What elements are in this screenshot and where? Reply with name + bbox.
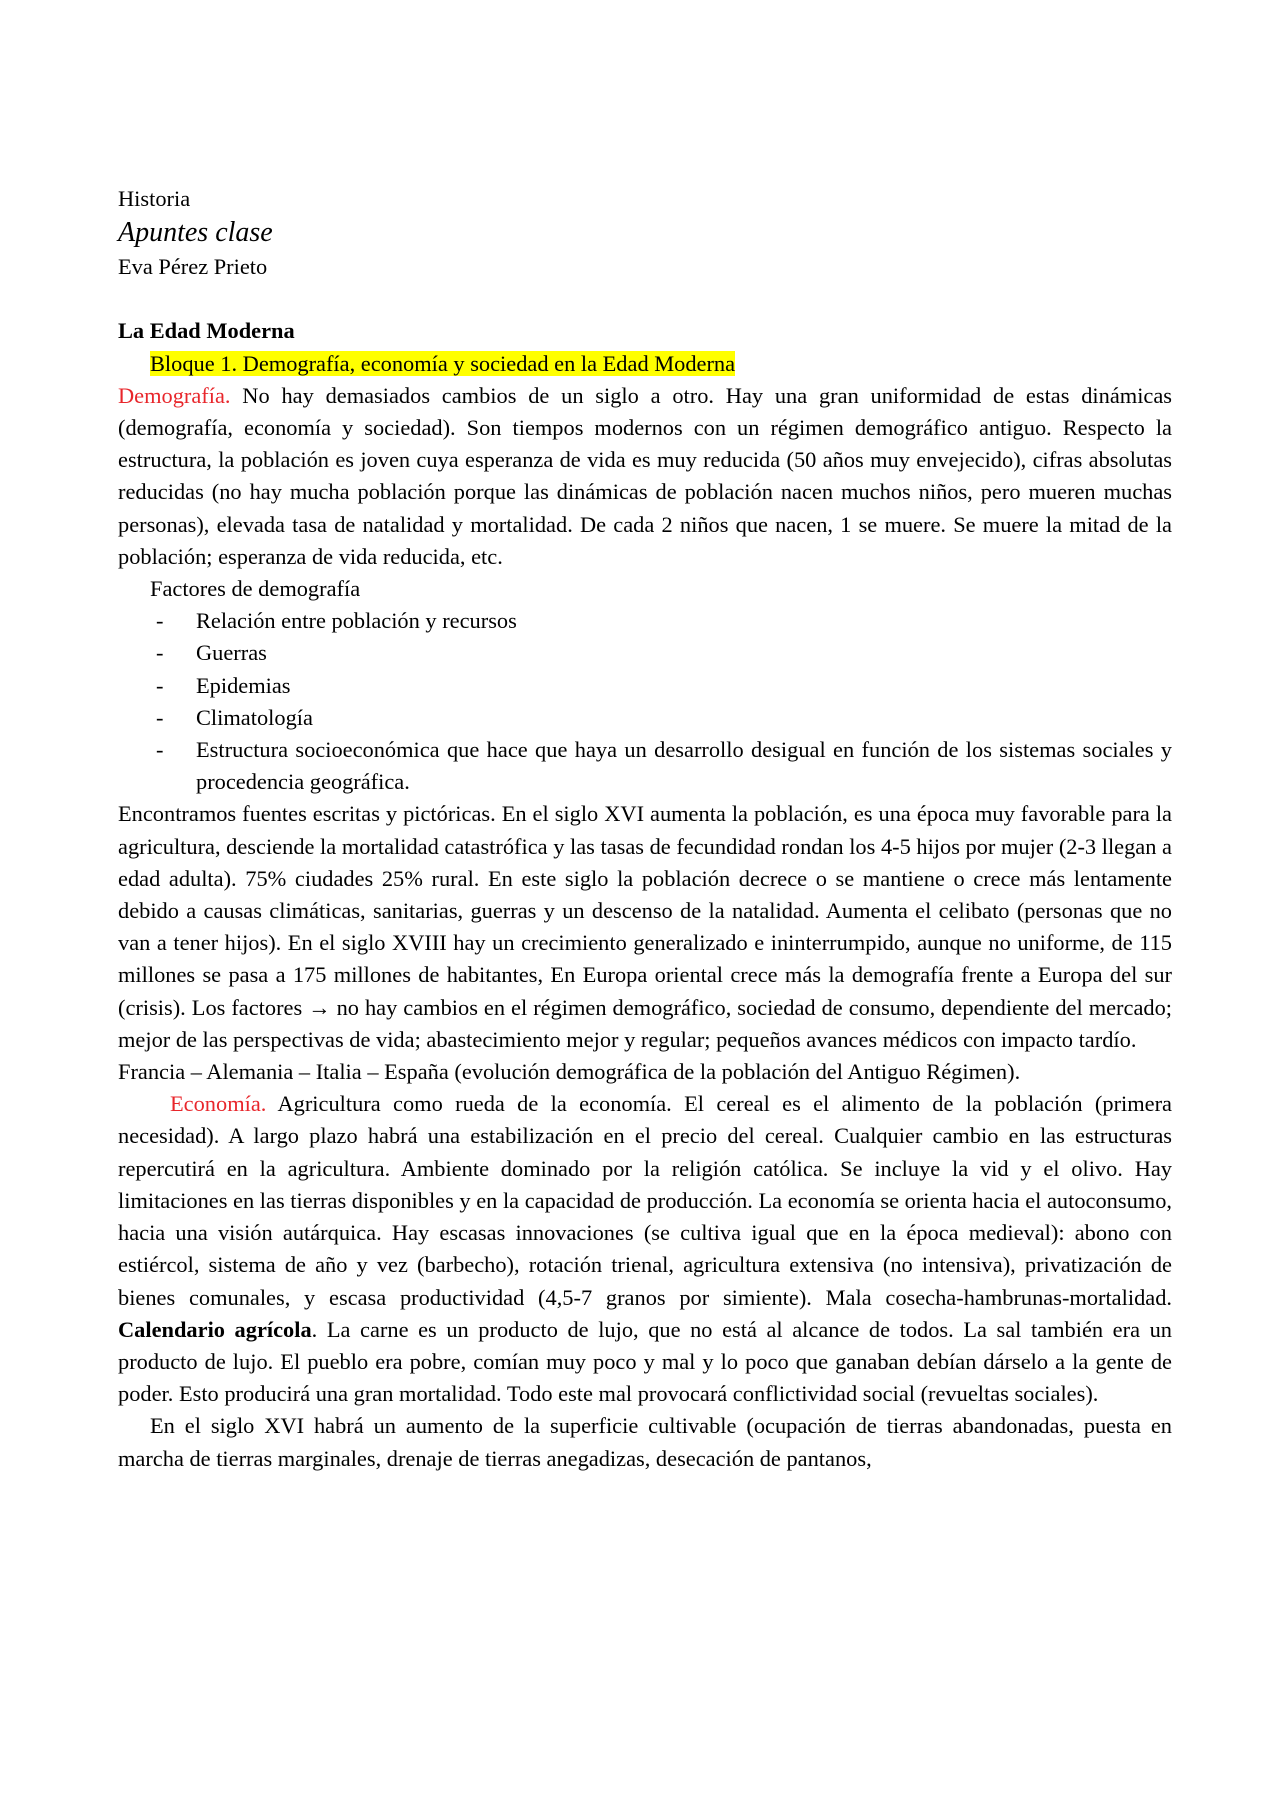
- list-item-text: Climatología: [196, 704, 313, 730]
- list-item-text: Relación entre población y recursos: [196, 608, 517, 634]
- economia-text-end: . La carne es un producto de lujo, que no está al alcance de todos. La sal también era un producto de lujo. El pueblo era pobre, comían muy poco y mal y lo poco que ganaban debían dárselo a la gente de poder. Esto producirá una gran mortalidad. Todo este mal provocará conflictividad social (revueltas sociales).: [118, 1316, 1172, 1407]
- author-name: Eva Pérez Prieto: [118, 254, 268, 280]
- paises-line: Francia – Alemania – Italia – España (evolución demográfica de la población del Antiguo Régimen).: [118, 1059, 1021, 1085]
- list-dash: -: [156, 640, 164, 666]
- document-page: [118, 183, 1172, 1475]
- list-item-text: Estructura socioeconómica que hace que haya un desarrollo desigual en función de los sistemas sociales y procedencia geográfica.: [196, 737, 1172, 795]
- list-dash: -: [156, 672, 164, 698]
- factores-title: Factores de demografía: [150, 576, 361, 602]
- demografia-paragraph: [118, 380, 1172, 573]
- demografia-label: Demografía.: [118, 382, 231, 408]
- fuentes-paragraph: Encontramos fuentes escritas y pictóricas. En el siglo XVI aumenta la población, es una época muy favorable para la agricultura, desciende la mortalidad catastrófica y las tasas de fecundidad rondan los 4-5 hijos por mujer (2-3 llegan a edad adulta). 75% ciudades 25% rural. En este siglo la población decrece o se mantiene o crece más lentamente debido a causas climáticas, sanitarias, guerras y un descenso de la natalidad. Aumenta el celibato (personas que no van a tener hijos). En el siglo XVIII hay un crecimiento generalizado e ininterrumpido, aunque no uniforme, de 115 millones se pasa a 175 millones de habitantes, En Europa oriental crece más la demografía frente a Europa del sur (crisis). Los factores → no hay cambios en el régimen demográfico, sociedad de consumo, dependiente del mercado; mejor de las perspectivas de vida; abastecimiento mejor y regular; pequeños avances médicos con impacto tardío.: [118, 801, 1172, 1052]
- economia-text: Agricultura como rueda de la economía. El cereal es el alimento de la población (primera necesidad). A largo plazo habrá una estabilización en el precio del cereal. Cualquier cambio en las estructuras repercutirá en la agricultura. Ambiente dominado por la religión católica. Se incluye la vid y el olivo. Hay limitaciones en las tierras disponibles y en la capacidad de producción. La economía se orienta hacia el autoconsumo, hacia una visión autárquica. Hay escasas innovaciones (se cultiva igual que en la época medieval): abono con estiércol, sistema de año y vez (barbecho), rotación trienal, agricultura extensiva (no intensiva), privatización de bienes comunales, y escasa productividad (4,5-7 granos por simiente). Mala cosecha-hambrunas-mortalidad.: [118, 1091, 1172, 1310]
- factores-list: [118, 605, 1172, 798]
- list-item: [118, 637, 1172, 669]
- demografia-text: No hay demasiados cambios de un siglo a otro. Hay una gran uniformidad de estas dinámicas (demografía, economía y sociedad). Son tiempos modernos con un régimen demográfico antiguo. Respecto la estructura, la población es joven cuya esperanza de vida es muy reducida (50 años muy envejecido), cifras absolutas reducidas (no hay mucha población porque las dinámicas de población nacen muchos niños, pero mueren muchas personas), elevada tasa de natalidad y mortalidad. De cada 2 niños que nacen, 1 se muere. Se muere la mitad de la población; esperanza de vida reducida, etc.: [118, 382, 1172, 569]
- block-title: Bloque 1. Demografía, economía y sociedad en la Edad Moderna: [150, 350, 736, 376]
- list-item-text: Guerras: [196, 640, 267, 666]
- section-title: La Edad Moderna: [118, 318, 295, 344]
- list-dash: -: [156, 737, 164, 763]
- calendario-agricola-bold: Calendario agrícola: [118, 1316, 312, 1342]
- economia-label: Economía.: [170, 1091, 267, 1117]
- list-item: [118, 734, 1172, 798]
- subject-line: Historia: [118, 186, 191, 211]
- list-dash: -: [156, 704, 164, 730]
- document-subtitle: Apuntes clase: [118, 217, 273, 249]
- block-title-line: [118, 348, 1172, 380]
- list-item-text: Epidemias: [196, 672, 291, 698]
- blank-line: [118, 283, 1172, 315]
- list-item: [118, 702, 1172, 734]
- list-item: [118, 605, 1172, 637]
- list-item: [118, 670, 1172, 702]
- siglo-xvi-paragraph: En el siglo XVI habrá un aumento de la superficie cultivable (ocupación de tierras abandonadas, puesta en marcha de tierras marginales, drenaje de tierras anegadizas, desecación de pantanos,: [118, 1413, 1172, 1471]
- list-dash: -: [156, 608, 164, 634]
- economia-paragraph: [118, 1088, 1172, 1410]
